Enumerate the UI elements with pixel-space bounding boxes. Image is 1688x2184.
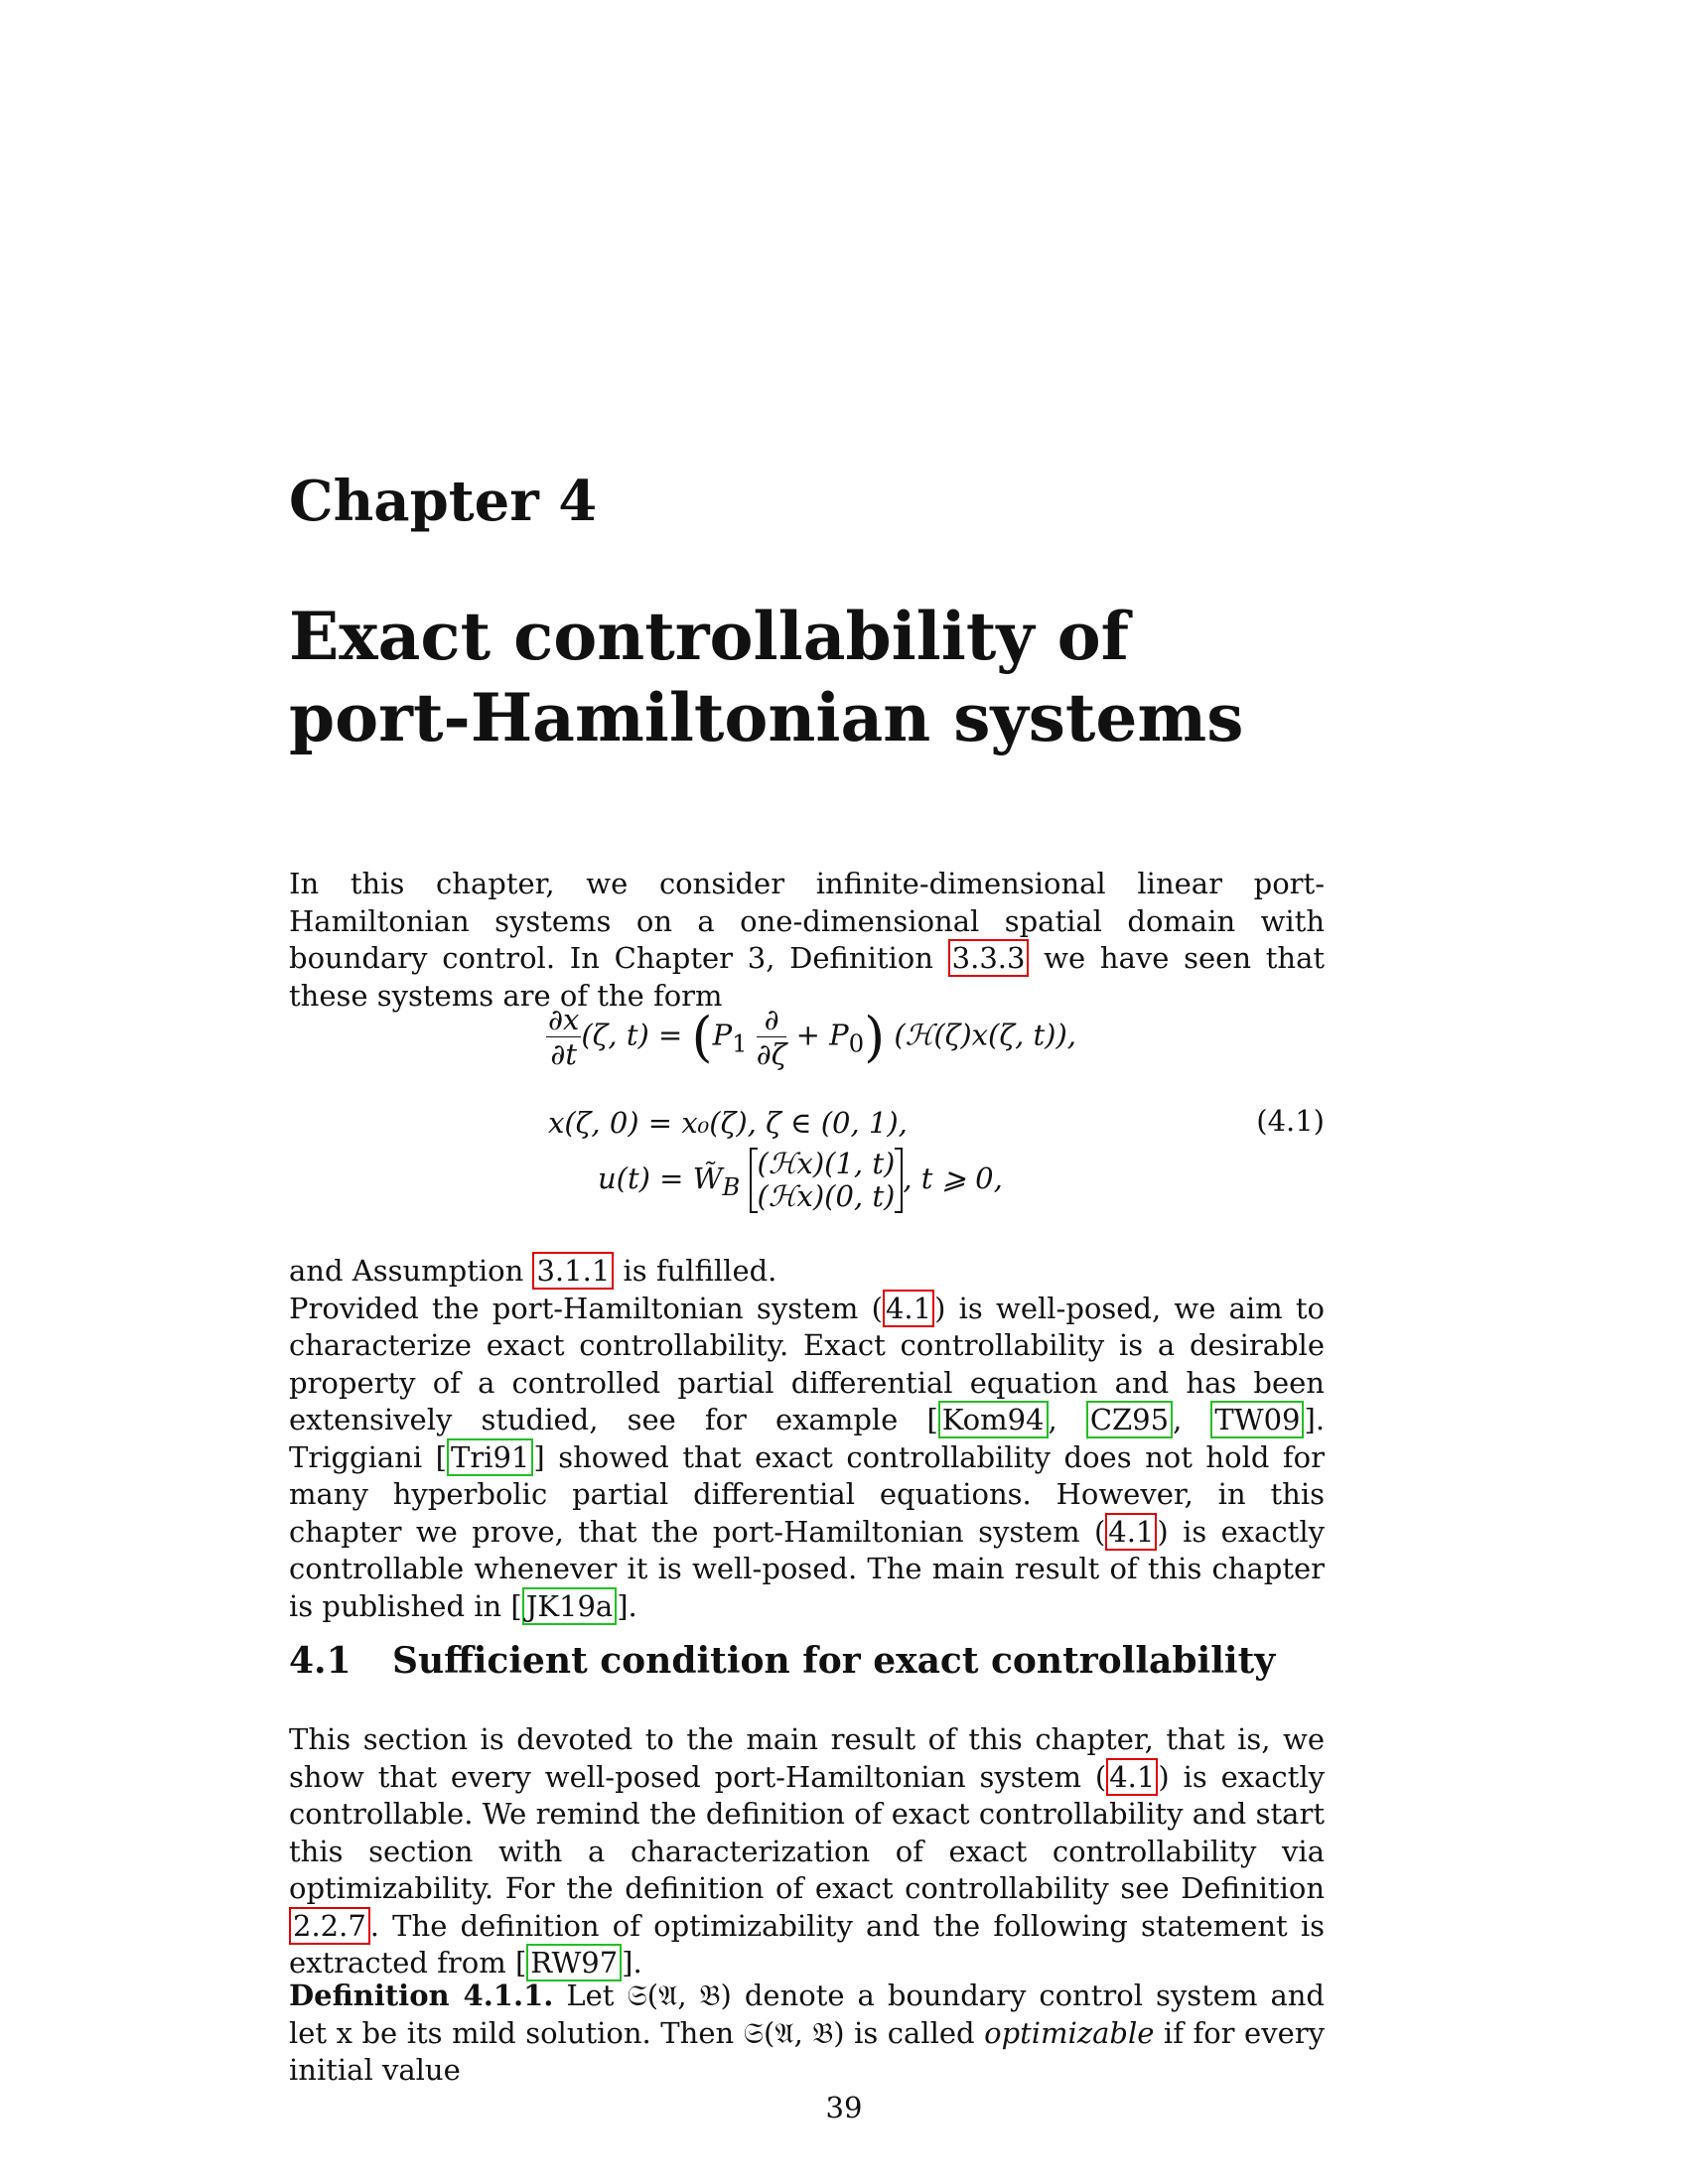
frac-denominator: ∂ζ — [756, 1037, 787, 1071]
equation-4-1 — [546, 1003, 1325, 1231]
assumption-link-3-1-1[interactable]: 3.1.1 — [532, 1252, 614, 1290]
frac-denominator: ∂t — [550, 1037, 577, 1071]
definition-text-2: if for every initial value — [289, 2015, 1325, 2087]
chapter-label: Chapter 4 — [289, 469, 598, 534]
definition-link-2-2-7[interactable]: 2.2.7 — [289, 1907, 370, 1945]
assumption-paragraph: and Assumption 3.1.1 is fulfilled. Provided the port-Hamiltonian system ( 4.1 ) is well-posed, we aim to characterize exact controllability. Exact controllability is a desirable property of a controlled partial differential equation and has been extensively studied, see for example [ Kom94 , CZ95 , TW09 ]. Triggiani [ Tri91 ] showed that exact controllability does not hold for many hyperbolic partial differential equations. However, in this chapter we prove, that the port-Hamiltonian system ( 4.1 ) is exactly controllable whenever it is well-posed. The main result of this chapter is published in [ JK19a ]. — [289, 1254, 1326, 1623]
definition-label: Definition 4.1.1. — [289, 1979, 554, 2012]
equation-link-4-1[interactable]: 4.1 — [883, 1290, 934, 1327]
equation-line-2: x(ζ, 0) = x₀(ζ), ζ ∈ (0, 1), — [548, 1106, 908, 1140]
partial-x-t-fraction — [546, 1003, 581, 1071]
chapter-title-line-1: Exact controllability of — [289, 598, 1130, 675]
p0-subscript: 0 — [848, 1029, 865, 1058]
citation-jk19a[interactable]: JK19a — [522, 1587, 617, 1625]
frac-numerator: ∂x — [548, 1003, 580, 1036]
p1-subscript: 1 — [732, 1029, 748, 1058]
vector-top: (ℋx)(1, t) — [757, 1147, 896, 1180]
citation-cz95[interactable]: CZ95 — [1086, 1401, 1173, 1438]
para2-text-2: is well-posed, we aim to characterize exact controllability. Exact controllability is a desirable property of a controlled partial differential equation and has been extensively studied, see for example — [289, 1291, 1325, 1436]
intro-text-1: In this chapter, we consider infinite-dimensional linear port-Hamiltonian systems on a one-dimensional spatial domain with boundary control. In Chapter 3, Definition — [289, 867, 1325, 975]
equation-link-4-1[interactable]: 4.1 — [1105, 1513, 1157, 1551]
definition-link-3-3-3[interactable]: 3.3.3 — [948, 939, 1030, 977]
section-title: Sufficient condition for exact controllability — [392, 1640, 1276, 1682]
boundary-vector — [750, 1148, 904, 1213]
w-subscript: B — [722, 1172, 741, 1201]
vector-bottom: (ℋx)(0, t) — [757, 1179, 896, 1213]
partial-zeta-fraction — [757, 1003, 787, 1071]
para2-text-4: showed that exact controllability does not hold for many hyperbolic partial differential equations. However, in this chapter we prove, that the port-Hamiltonian system — [289, 1439, 1325, 1549]
intro-paragraph — [289, 866, 1325, 1015]
equation-number: (4.1) — [1256, 1104, 1325, 1138]
eq-lhs-args: (ζ, t) = — [581, 1018, 683, 1052]
left-paren: ( — [691, 1006, 713, 1068]
intro-text-2: we have seen that these systems are of the form — [289, 941, 1326, 1013]
equation-line-3 — [598, 1148, 1003, 1213]
eq-rhs: (ℋ(ζ)x(ζ, t)), — [894, 1018, 1077, 1052]
equation-line-1 — [546, 1003, 1076, 1071]
right-paren: ) — [864, 1006, 886, 1068]
assumption-text-2: is fulfilled. — [614, 1254, 777, 1288]
p1-symbol: P — [712, 1018, 733, 1052]
para2-text-5: is exactly controllable whenever it is well-posed. The main result of this chapter is published in — [289, 1514, 1325, 1623]
para2-text-1: Provided the port-Hamiltonian system — [289, 1291, 872, 1325]
page-number: 39 — [825, 2091, 863, 2124]
citation-kom94[interactable]: Kom94 — [938, 1401, 1049, 1438]
definition-text-1: Let 𝔖(𝔄, 𝔅) denote a boundary control system and let x be its mild solution. Then 𝔖(𝔄, 𝔅) is called — [289, 1979, 1325, 2050]
citation-tri91[interactable]: Tri91 — [447, 1438, 533, 1476]
section-text-4: . — [633, 1946, 642, 1979]
section-number: 4.1 — [289, 1640, 352, 1682]
para2-text-3: . Triggiani — [289, 1403, 1326, 1474]
definition-paragraph — [289, 1978, 1325, 2090]
chapter-title — [289, 596, 1381, 758]
section-text-2: is exactly controllable. We remind the definition of exact controllability and start this section with a characterization of exact controllability via optimizability. For the definition of exact controllability see Definition — [289, 1759, 1325, 1905]
definition-emphasis: optimizable — [984, 2015, 1155, 2050]
citation-rw97[interactable]: RW97 — [526, 1944, 622, 1981]
p0-symbol: + P — [795, 1018, 849, 1052]
eq-w-tilde: u(t) = W̃ — [598, 1161, 723, 1195]
section-text-3: . The definition of optimizability and the following statement is extracted from — [289, 1908, 1325, 1979]
assumption-text-1: and Assumption — [289, 1254, 533, 1288]
para2-text-6: . — [628, 1588, 637, 1623]
section-heading — [289, 1640, 1275, 1682]
equation-link-4-1[interactable]: 4.1 — [1106, 1758, 1158, 1796]
section-text-1: This section is devoted to the main result of this chapter, that is, we show that every well-posed port-Hamiltonian system — [289, 1722, 1325, 1794]
chapter-title-line-2: port-Hamiltonian systems — [289, 679, 1244, 756]
eq-tail: , t ⩾ 0, — [903, 1161, 1003, 1195]
section-paragraph: This section is devoted to the main result of this chapter, that is, we show that every well-posed port-Hamiltonian system ( 4.1 ) is exactly controllable. We remind the definition of exact controllability and start this section with a characterization of exact controllability via optimizability. For the definition of exact controllability see Definition 2.2.7 . The definition of optimizability and the following statement is extracted from [ RW97 ]. — [289, 1722, 1325, 1979]
frac-numerator: ∂ — [757, 1003, 787, 1037]
citation-tw09[interactable]: TW09 — [1210, 1401, 1304, 1438]
